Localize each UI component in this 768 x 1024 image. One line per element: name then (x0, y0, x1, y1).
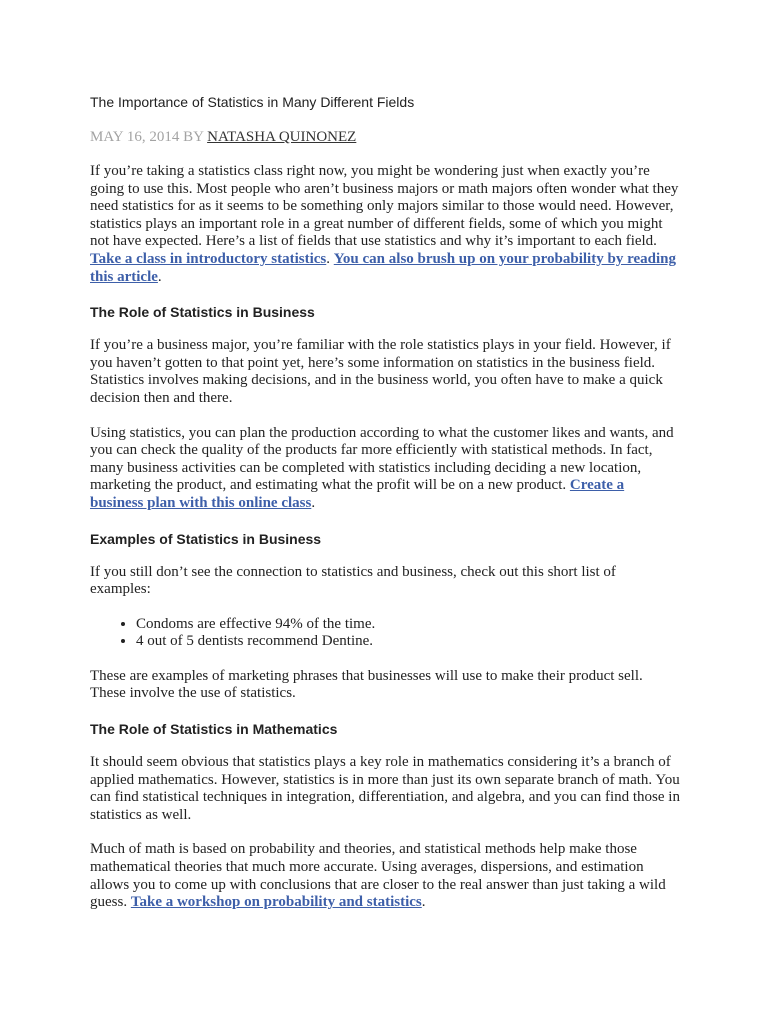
article (90, 93, 680, 929)
examples-paragraph-2: These are examples of marketing phrases that businesses will use to make their product sell. These involve the use of statistics. (90, 667, 643, 702)
math-paragraph-2 (90, 841, 680, 911)
math-paragraph-2-text: Much of math is based on probability and theories, and statistical methods help make those mathematical theories that much more accurate. Using averages, dispersions, and estimation allows you to come up with conclusions that are closer to the real answer than just taking a wild guess. (90, 841, 666, 911)
section-heading-mathematics: The Role of Statistics in Mathematics (90, 721, 338, 738)
author-link[interactable]: NATASHA QUINONEZ (207, 129, 357, 145)
math-paragraph-2-end: . (421, 894, 426, 911)
business-paragraph-2 (90, 425, 680, 513)
examples-paragraph-1: If you still don’t see the connection to statistics and business, check out this short list of examples: (90, 563, 616, 598)
section-heading-business: The Role of Statistics in Business (90, 304, 315, 321)
business-paragraph-2-text: Using statistics, you can plan the production according to what the customer likes and wants, and you can check the quality of the products far more efficiently with statistical methods. In fact, many business activities can be completed with statistics including deciding a new location, marketing the product, and estimating what the profit will be on a new product. (90, 424, 674, 494)
intro-separator: . (326, 250, 334, 267)
probability-workshop-link[interactable]: Take a workshop on probability and statistics (130, 894, 422, 911)
list-item: • Condoms are effective 94% of the time. (136, 616, 680, 634)
intro-text: If you’re taking a statistics class right now, you might be wondering just when exactly you’re going to use this. Most people who aren’t business majors or math majors often wonder what they need statistics for as it seems to be something only majors similar to those would need. However, statistics plays an important role in a great number of different fields, some of which you might not have expected. Here’s a list of fields that use statistics and why it’s important to each field. (90, 163, 679, 250)
business-paragraph-1: If you’re a business major, you’re familiar with the role statistics plays in your field. However, if you haven’t gotten to that point yet, here’s some information on statistics in the business field. Statistics involves making decisions, and in the business world, you often have to make a quick decision then and there. (90, 337, 671, 406)
intro-end: . (157, 268, 162, 285)
examples-list (90, 616, 680, 651)
publish-date: MAY 16, 2014 (90, 129, 180, 145)
intro-statistics-class-link[interactable]: Take a class in introductory statistics (90, 250, 327, 267)
article-title: The Importance of Statistics in Many Different Fields (90, 94, 415, 110)
intro-paragraph (90, 163, 680, 286)
byline (90, 128, 680, 146)
probability-article-link[interactable]: You can also brush up on your probability by reading this article (90, 250, 676, 285)
business-plan-class-link[interactable]: Create a business plan with this online class (90, 477, 625, 511)
section-heading-examples: Examples of Statistics in Business (90, 530, 322, 547)
byline-by: BY (183, 129, 204, 145)
list-item: • 4 out of 5 dentists recommend Dentine. (136, 633, 680, 651)
math-paragraph-1: It should seem obvious that statistics plays a key role in mathematics considering it’s a branch of applied mathematics. However, statistics is in more than just its own separate branch of math. You can find statistical techniques in integration, differentiation, and algebra, and you can find those in statistics as well. (90, 754, 680, 823)
business-paragraph-2-end: . (311, 494, 316, 511)
